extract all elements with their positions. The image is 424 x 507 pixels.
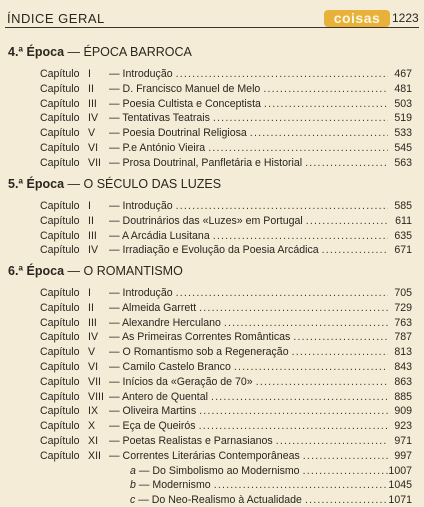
- leader-dots: [176, 287, 388, 300]
- toc-row: [0, 361, 424, 374]
- chapter-entry: [109, 405, 388, 418]
- chapter-title: — Introdução: [109, 200, 176, 213]
- header-rule: [5, 27, 419, 28]
- chapter-page: 545: [394, 142, 412, 154]
- chapter-page: 705: [394, 287, 412, 299]
- leader-dots: [199, 405, 388, 418]
- chapter-number: I: [88, 287, 91, 299]
- chapter-title: — Doutrinários das «Luzes» em Portugal: [109, 215, 306, 228]
- toc-row: [0, 287, 424, 300]
- chapter-title: — Irradiação e Evolução da Poesia Arcádica: [109, 244, 322, 257]
- chapter-title: — D. Francisco Manuel de Melo: [109, 83, 263, 96]
- chapter-number: V: [88, 346, 96, 359]
- chapter-page: 533: [394, 127, 412, 140]
- chapter-label: Capítulo: [40, 142, 80, 154]
- toc-row: [0, 435, 424, 448]
- subsection-page: 1045: [388, 479, 412, 492]
- leader-dots: [213, 230, 388, 243]
- toc-row: [0, 98, 424, 111]
- chapter-label: Capítulo: [40, 405, 80, 418]
- toc-row: [0, 83, 424, 96]
- chapter-entry: [109, 112, 388, 125]
- epoch-name: O SÉCULO DAS LUZES: [83, 177, 222, 191]
- toc-row: [0, 244, 424, 257]
- section-heading: [8, 45, 192, 59]
- chapter-entry: [109, 302, 388, 315]
- chapter-entry: [109, 215, 388, 228]
- leader-dots: [263, 83, 388, 96]
- chapter-title: — Camilo Castelo Branco: [109, 361, 234, 374]
- chapter-entry: [109, 244, 388, 257]
- leader-dots: [303, 465, 388, 478]
- chapter-number: XII: [88, 449, 101, 462]
- chapter-number: III: [88, 97, 97, 110]
- subsection-letter: b: [130, 479, 136, 492]
- chapter-page: 863: [394, 375, 412, 388]
- subsection-letter: c: [130, 494, 136, 507]
- chapter-title: — O Romantismo sob a Regeneração: [109, 346, 292, 359]
- chapter-entry: [109, 420, 388, 433]
- chapter-entry: [109, 68, 388, 81]
- chapter-number: III: [88, 316, 97, 329]
- toc-row: [0, 450, 424, 463]
- chapter-title: — P.e António Vieira: [109, 142, 208, 155]
- chapter-title: — Prosa Doutrinal, Panfletária e Historial: [109, 157, 305, 170]
- chapter-label: Capítulo: [40, 97, 80, 110]
- chapter-page: 787: [394, 331, 412, 344]
- leader-dots: [234, 361, 388, 374]
- leader-dots: [303, 450, 388, 463]
- chapter-page: 671: [394, 244, 412, 257]
- chapter-number: VII: [88, 375, 101, 388]
- chapter-title: — Poesia Doutrinal Religiosa: [109, 127, 250, 140]
- chapter-label: Capítulo: [40, 287, 80, 299]
- leader-dots: [256, 376, 388, 389]
- chapter-label: Capítulo: [40, 200, 80, 212]
- chapter-title: — Correntes Literárias Contemporâneas: [109, 450, 303, 463]
- chapter-page: 585: [394, 200, 412, 212]
- chapter-page: 971: [394, 435, 412, 447]
- chapter-title: — Introdução: [109, 68, 176, 81]
- chapter-label: Capítulo: [40, 244, 80, 257]
- toc-row: [0, 391, 424, 404]
- toc-row: [0, 302, 424, 315]
- chapter-entry: [109, 391, 388, 404]
- section-heading: [8, 177, 221, 191]
- chapter-number: IX: [88, 405, 99, 418]
- page-header: [0, 0, 424, 34]
- leader-dots: [199, 302, 388, 315]
- chapter-entry: [109, 83, 388, 96]
- chapter-label: Capítulo: [40, 112, 80, 125]
- chapter-page: 563: [394, 156, 412, 169]
- running-title: ÍNDICE GERAL: [7, 11, 105, 26]
- chapter-title: — Introdução: [109, 287, 176, 300]
- toc-row: [0, 68, 424, 81]
- chapter-number: IV: [88, 244, 99, 257]
- chapter-number: II: [88, 82, 94, 95]
- chapter-title: — Eça de Queirós: [109, 420, 199, 433]
- chapter-number: I: [88, 200, 91, 212]
- chapter-page: 635: [394, 229, 412, 242]
- chapter-label: Capítulo: [40, 420, 80, 433]
- toc-row: [0, 127, 424, 140]
- toc-row: [0, 142, 424, 155]
- leader-dots: [293, 331, 388, 344]
- chapter-page: 467: [394, 68, 412, 80]
- epoch-number: 4.ª Época: [8, 45, 65, 59]
- epoch-separator: —: [64, 177, 84, 191]
- chapter-entry: [109, 346, 388, 359]
- chapter-entry: [109, 317, 388, 330]
- toc-subrow: [0, 494, 424, 507]
- chapter-label: Capítulo: [40, 82, 80, 95]
- chapter-entry: [109, 361, 388, 374]
- leader-dots: [176, 200, 388, 213]
- chapter-label: Capítulo: [40, 361, 80, 373]
- chapter-entry: [109, 435, 388, 448]
- leader-dots: [211, 391, 388, 404]
- leader-dots: [305, 157, 388, 170]
- epoch-name: ÉPOCA BARROCA: [83, 45, 192, 59]
- leader-dots: [322, 244, 388, 257]
- toc-row: [0, 346, 424, 359]
- chapter-page: 519: [394, 112, 412, 125]
- chapter-entry: [109, 127, 388, 140]
- chapter-title: — Antero de Quental: [109, 391, 211, 404]
- subsection-title: c — Do Neo-Realismo à Actualidade: [130, 494, 305, 507]
- leader-dots: [292, 346, 388, 359]
- leader-dots: [208, 142, 388, 155]
- chapter-label: Capítulo: [40, 229, 80, 242]
- chapter-entry: [109, 98, 388, 111]
- chapter-number: VIII: [88, 390, 104, 403]
- subsection-page: 1007: [388, 464, 412, 477]
- toc-row: [0, 157, 424, 170]
- chapter-label: Capítulo: [40, 346, 80, 359]
- chapter-label: Capítulo: [40, 156, 80, 169]
- chapter-page: 481: [394, 82, 412, 95]
- watermark-logo: coisas: [324, 10, 390, 27]
- toc-row: [0, 420, 424, 433]
- epoch-name: O ROMANTISMO: [83, 264, 183, 278]
- toc-row: [0, 405, 424, 418]
- toc-row: [0, 215, 424, 228]
- chapter-label: Capítulo: [40, 127, 80, 140]
- chapter-page: 611: [395, 214, 412, 227]
- toc-subrow: [0, 465, 424, 478]
- chapter-label: Capítulo: [40, 435, 80, 447]
- subsection-title: a — Do Simbolismo ao Modernismo: [130, 465, 303, 478]
- chapter-number: VII: [88, 156, 101, 169]
- chapter-entry: [109, 331, 388, 344]
- chapter-title: — Poetas Realistas e Parnasianos: [109, 435, 276, 448]
- chapter-page: 923: [394, 420, 412, 433]
- chapter-entry: [109, 230, 388, 243]
- chapter-title: — A Arcádia Lusitana: [109, 230, 213, 243]
- chapter-label: Capítulo: [40, 331, 80, 344]
- chapter-number: XI: [88, 435, 99, 447]
- subsection-page: 1071: [388, 494, 412, 507]
- chapter-label: Capítulo: [40, 390, 80, 403]
- chapter-number: II: [88, 301, 94, 314]
- toc-row: [0, 376, 424, 389]
- leader-dots: [213, 112, 388, 125]
- epoch-number: 5.ª Época: [8, 177, 65, 191]
- chapter-title: — As Primeiras Correntes Românticas: [109, 331, 293, 344]
- chapter-title: — Poesia Cultista e Conceptista: [109, 98, 264, 111]
- leader-dots: [264, 98, 388, 111]
- chapter-title: — Tentativas Teatrais: [109, 112, 213, 125]
- chapter-entry: [109, 450, 388, 463]
- leader-dots: [250, 127, 388, 140]
- epoch-separator: —: [64, 264, 84, 278]
- subsection-entry: [130, 479, 388, 492]
- chapter-number: V: [88, 127, 96, 140]
- chapter-label: Capítulo: [40, 449, 80, 462]
- chapter-page: 885: [394, 390, 412, 403]
- chapter-number: I: [88, 68, 91, 80]
- chapter-entry: [109, 287, 388, 300]
- chapter-page: 997: [394, 449, 412, 462]
- chapter-label: Capítulo: [40, 214, 80, 227]
- page-number: 1223: [392, 11, 419, 25]
- section-heading: [8, 264, 183, 278]
- subsection-title: b — Modernismo: [130, 479, 214, 492]
- chapter-entry: [109, 376, 388, 389]
- chapter-title: — Alexandre Herculano: [109, 317, 224, 330]
- leader-dots: [276, 435, 388, 448]
- chapter-number: III: [88, 229, 97, 242]
- subsection-entry: [130, 465, 388, 478]
- chapter-page: 503: [394, 97, 412, 110]
- subsection-entry: [130, 494, 388, 507]
- leader-dots: [199, 420, 388, 433]
- toc-subrow: [0, 479, 424, 492]
- epoch-number: 6.ª Época: [8, 264, 65, 278]
- chapter-label: Capítulo: [40, 301, 80, 314]
- toc-row: [0, 317, 424, 330]
- leader-dots: [305, 494, 388, 507]
- toc-row: [0, 230, 424, 243]
- leader-dots: [306, 215, 388, 228]
- chapter-page: 909: [394, 405, 412, 418]
- chapter-number: X: [88, 420, 96, 433]
- chapter-number: IV: [88, 112, 99, 125]
- chapter-label: Capítulo: [40, 375, 80, 388]
- chapter-label: Capítulo: [40, 316, 80, 329]
- epoch-separator: —: [64, 45, 84, 59]
- chapter-number: VI: [88, 361, 99, 373]
- chapter-number: II: [88, 214, 94, 227]
- subsection-letter: a: [130, 464, 136, 477]
- chapter-number: VI: [88, 142, 99, 154]
- leader-dots: [224, 317, 388, 330]
- chapter-title: — Oliveira Martins: [109, 405, 199, 418]
- chapter-title: — Almeida Garrett: [109, 302, 199, 315]
- leader-dots: [214, 479, 388, 492]
- chapter-page: 729: [394, 301, 412, 314]
- chapter-title: — Inícios da «Geração de 70»: [109, 376, 256, 389]
- chapter-entry: [109, 200, 388, 213]
- chapter-label: Capítulo: [40, 68, 80, 80]
- chapter-entry: [109, 142, 388, 155]
- chapter-number: IV: [88, 331, 99, 344]
- toc-row: [0, 331, 424, 344]
- leader-dots: [176, 68, 388, 81]
- chapter-page: 813: [394, 346, 412, 359]
- toc-row: [0, 200, 424, 213]
- toc-row: [0, 112, 424, 125]
- chapter-entry: [109, 157, 388, 170]
- chapter-page: 763: [394, 316, 412, 329]
- chapter-page: 843: [394, 361, 412, 373]
